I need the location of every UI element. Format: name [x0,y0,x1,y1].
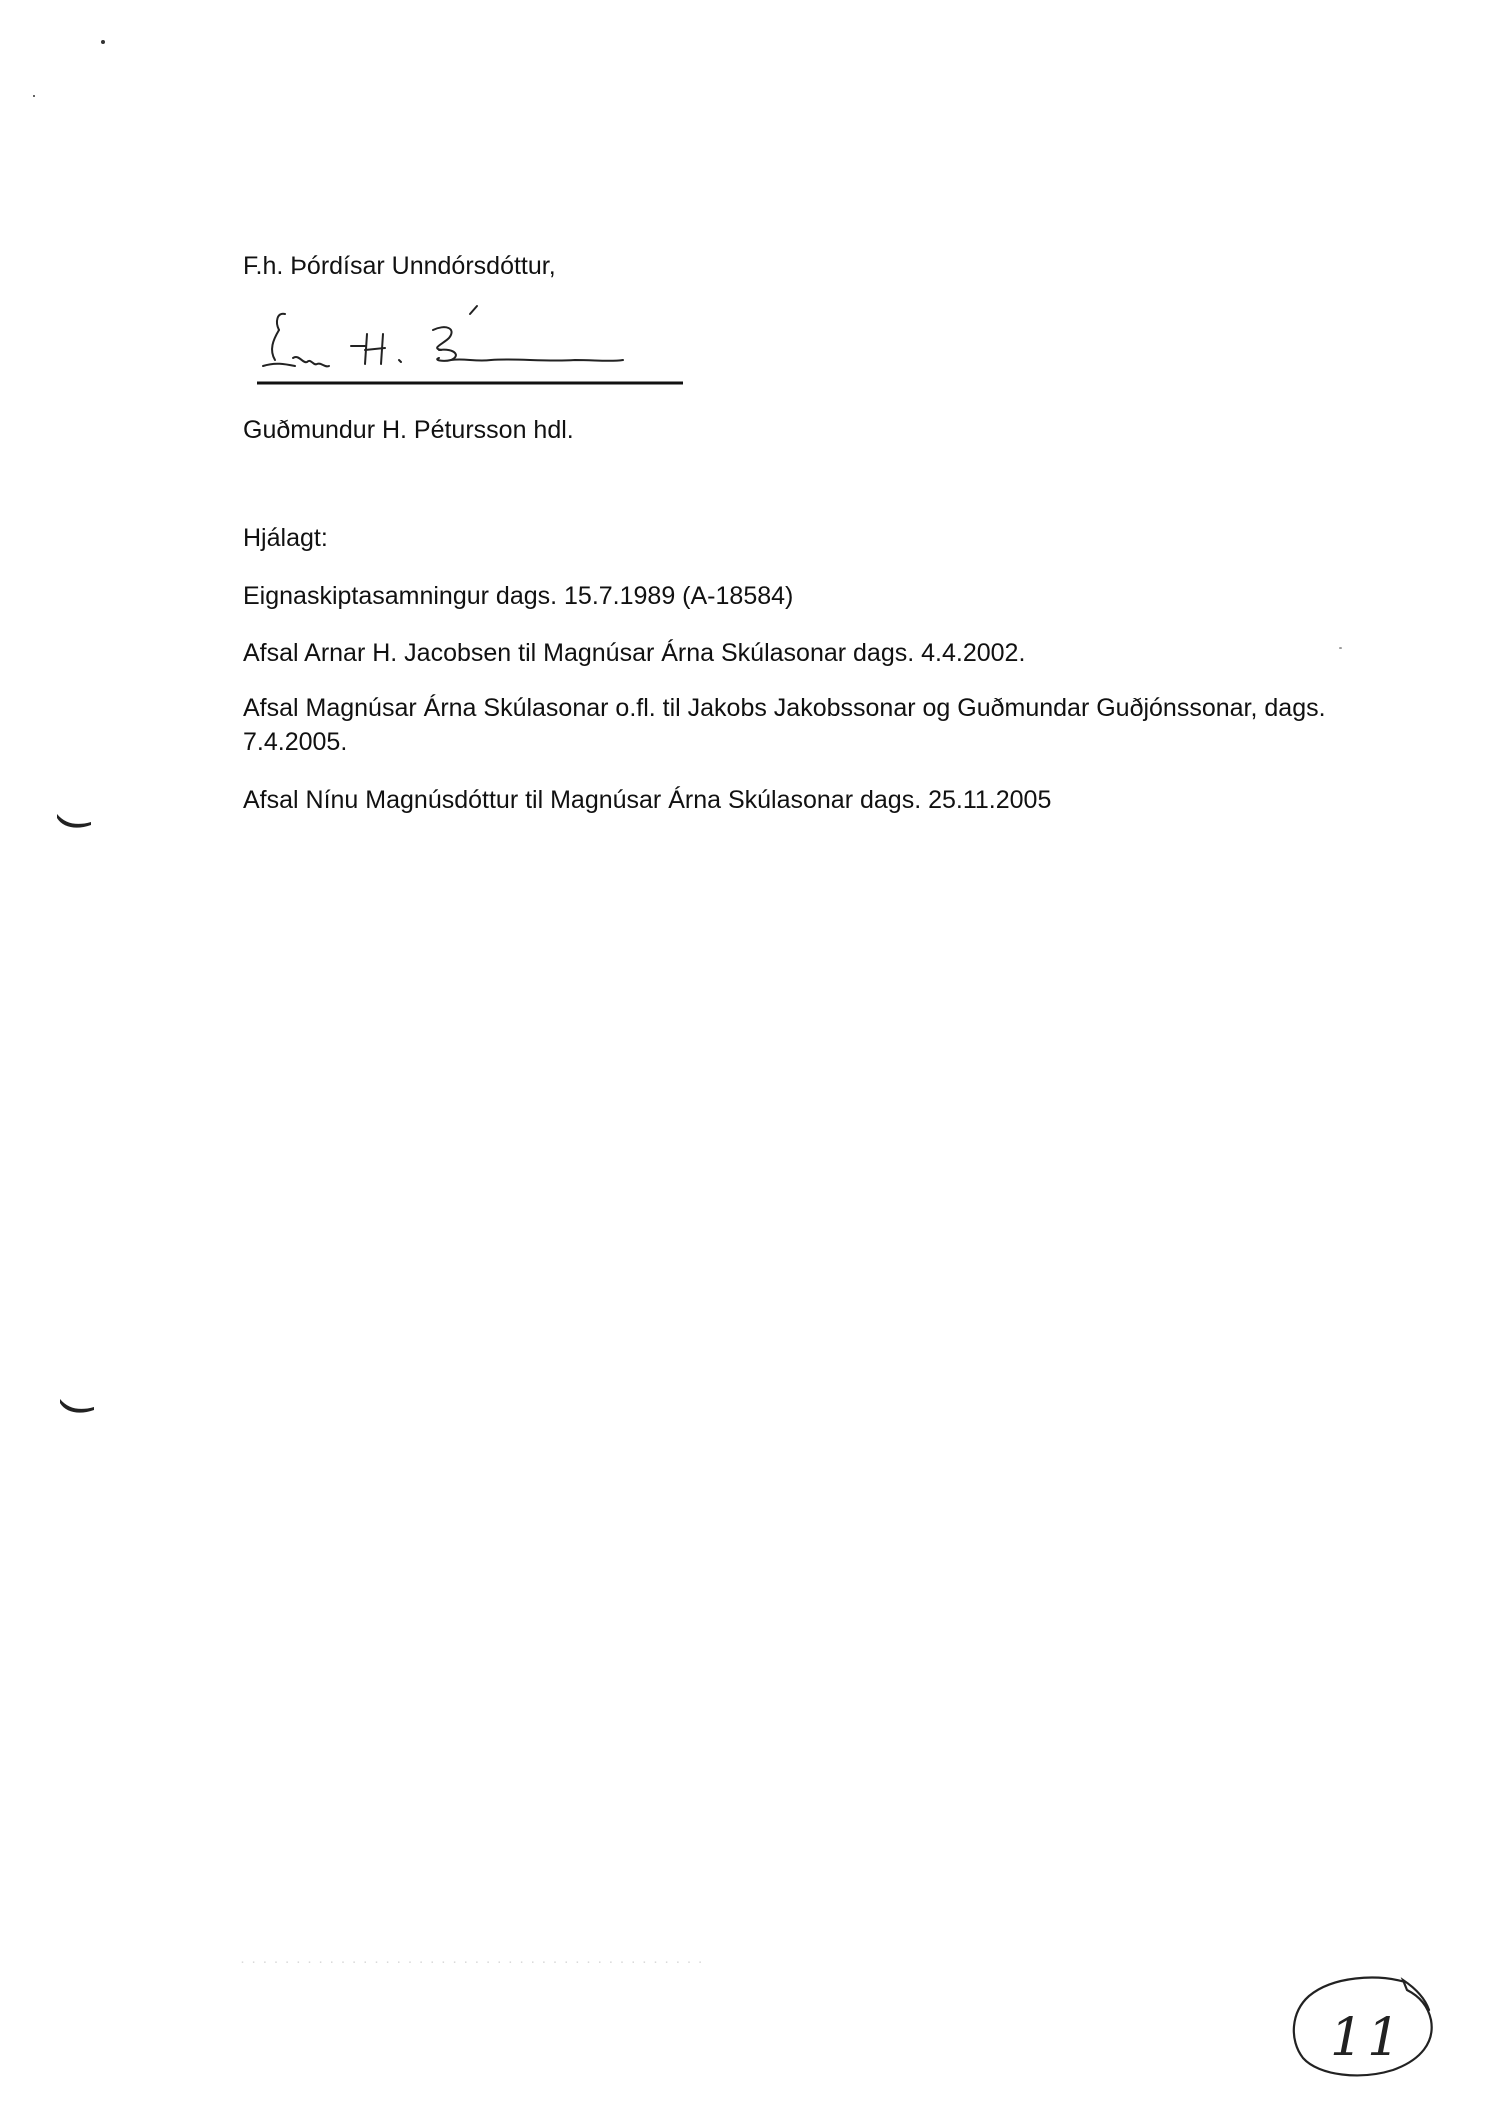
attachment-item: Eignaskiptasamningur dags. 15.7.1989 (A-18584) [243,582,794,610]
attachment-item: Afsal Nínu Magnúsdóttur til Magnúsar Árna Skúlasonar dags. 25.11.2005 [243,786,1052,814]
binder-punch-mark-icon [58,1395,98,1417]
attachment-item: Afsal Magnúsar Árna Skúlasonar o.fl. til Jakobs Jakobssonar og Guðmundar Guðjónssonar, dags. 7.4.2005. [243,694,1326,756]
page-number: 11 [1330,2008,1405,2068]
faint-footer-bleed: · · · · · · · · · · · · · · · · · · · · · · · · · · · · · · · · · · · · · · · · · · [240,1953,704,1970]
attachment-item: Afsal Arnar H. Jacobsen til Magnúsar Árna Skúlasonar dags. 4.4.2002. [243,639,1026,667]
attachments-heading: Hjálagt: [243,524,328,552]
signature-icon [255,300,725,395]
binder-punch-mark-icon [55,810,95,832]
scan-speck [101,40,105,44]
on-behalf-of-line: F.h. Þórdísar Unndórsdóttur, [243,252,556,280]
signatory-name: Guðmundur H. Pétursson hdl. [243,416,574,444]
scan-speck [1339,647,1342,649]
scan-speck [33,95,35,97]
